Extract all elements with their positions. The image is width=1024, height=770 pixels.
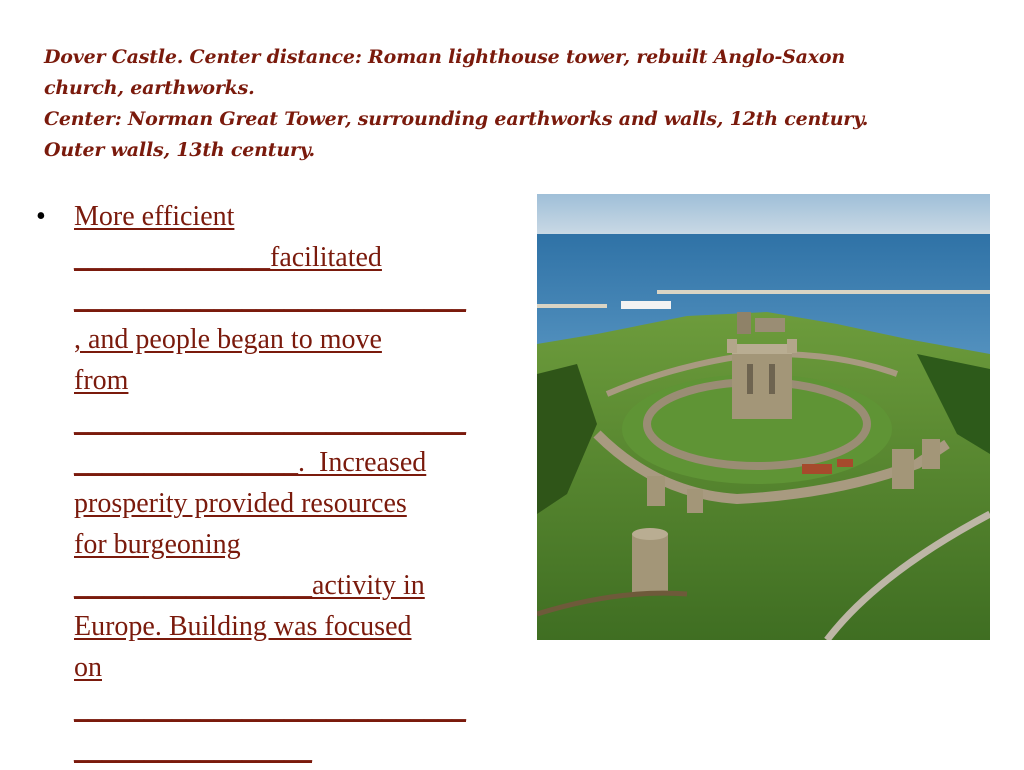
bullet-line: Europe. Building was focused <box>74 611 412 642</box>
bullet-line: for burgeoning <box>74 529 241 560</box>
breakwater <box>657 290 990 294</box>
ferry-ship <box>621 301 671 309</box>
great-tower <box>732 344 792 419</box>
castle-photo <box>537 194 990 640</box>
bullet-symbol: • <box>36 201 46 232</box>
bullet-line: prosperity provided resources <box>74 488 407 519</box>
bullet-line: from <box>74 365 129 396</box>
caption-line-1: Dover Castle. Center distance: Roman lighthouse tower, rebuilt Anglo-Saxon <box>44 46 846 68</box>
bullet-line: on <box>74 652 102 683</box>
bullet-line: _________________activity in <box>74 570 425 601</box>
bullet-line: ______________facilitated <box>74 242 382 273</box>
gate-tower <box>632 534 668 594</box>
slide-caption <box>44 42 944 166</box>
bullet-item <box>74 196 526 770</box>
bullet-line: ________________. Increased <box>74 447 427 478</box>
bullet-line: _________________ <box>74 734 312 765</box>
bullet-line: More efficient <box>74 201 235 232</box>
caption-line-3: Center: Norman Great Tower, surrounding earthworks and walls, 12th century. <box>44 108 869 130</box>
bullet-list <box>36 196 526 770</box>
bullet-line: , and people began to move <box>74 324 382 355</box>
caption-line-4: Outer walls, 13th century. <box>44 139 315 161</box>
bullet-line: ____________________________ <box>74 406 466 437</box>
bullet-line: ____________________________ <box>74 283 466 314</box>
roman-lighthouse <box>737 312 751 334</box>
sky-area <box>537 194 990 238</box>
bullet-line: ____________________________ <box>74 693 466 724</box>
caption-line-2: church, earthworks. <box>44 77 255 99</box>
